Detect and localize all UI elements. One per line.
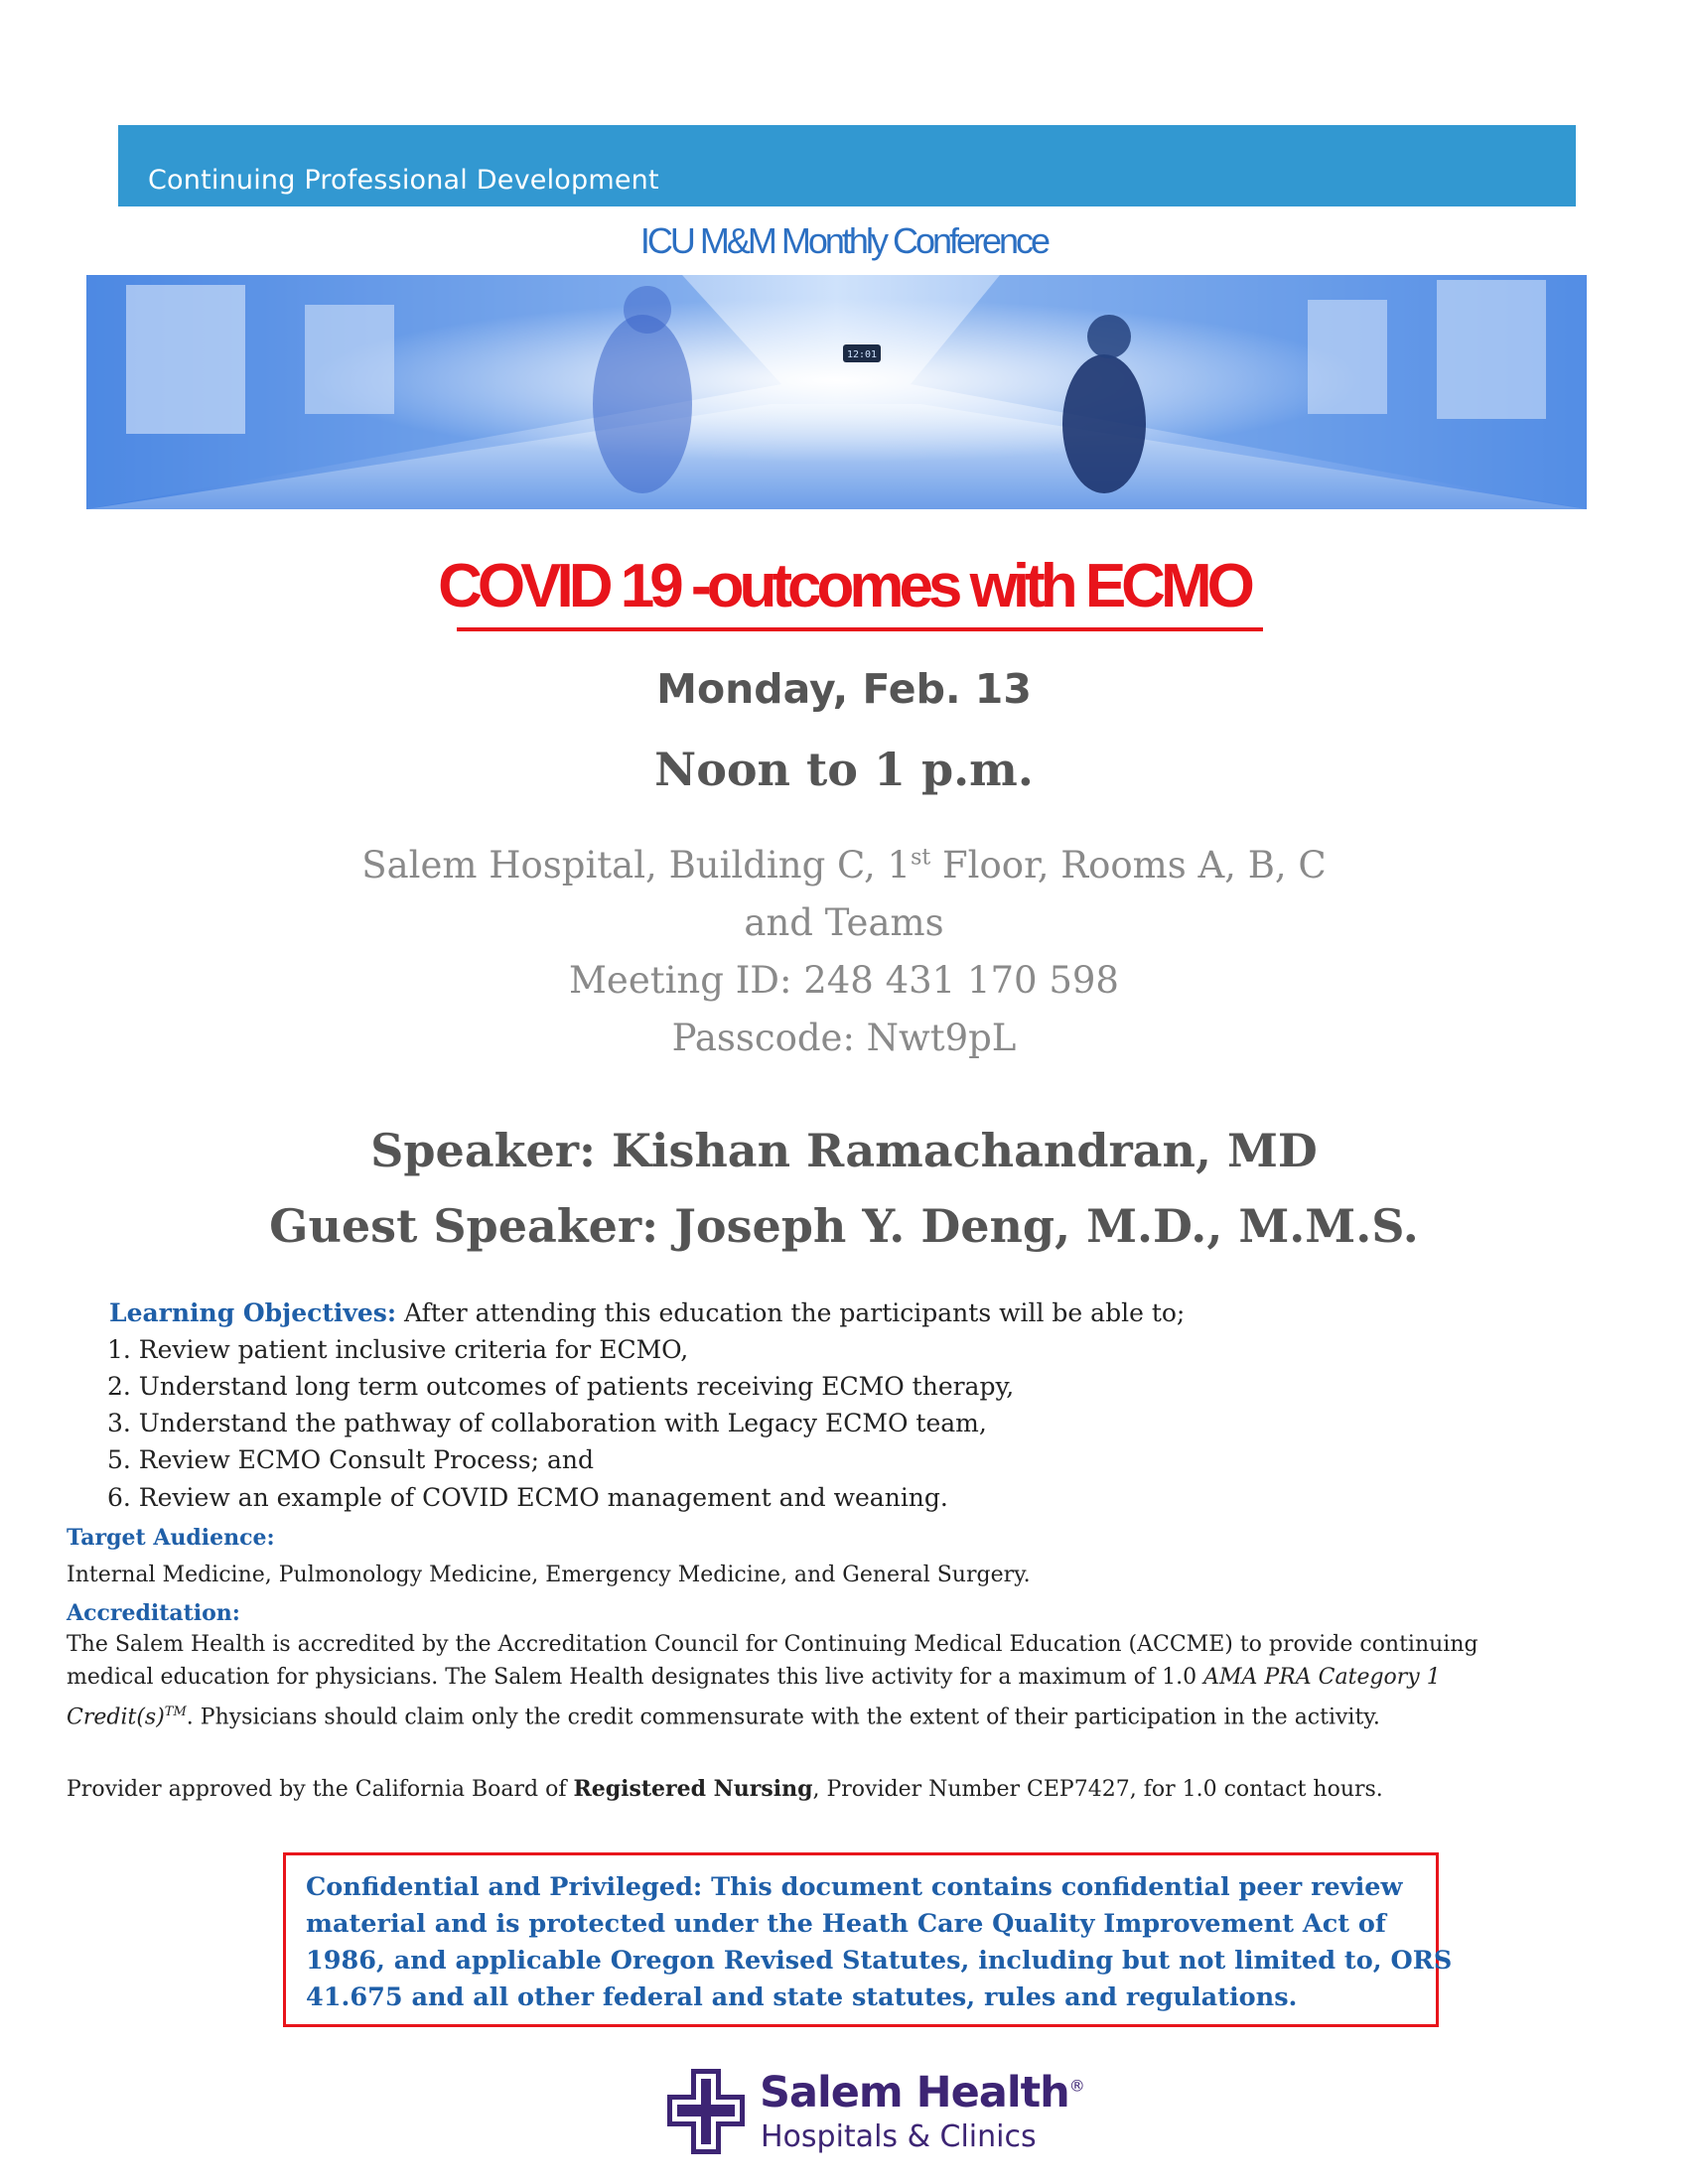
trademark-superscript: TM <box>164 1705 187 1719</box>
objectives-intro-text: After attending this education the participants will be able to; <box>396 1298 1186 1327</box>
passcode: Passcode: Nwt9pL <box>671 1017 1017 1059</box>
ama-credit-italic: AMA PRA Category 1 <box>1203 1665 1441 1690</box>
salem-health-cross-icon <box>665 2067 747 2156</box>
hero-image <box>86 275 1587 509</box>
logo-subtitle: Hospitals & Clinics <box>761 2119 1037 2154</box>
confidential-line: 41.675 and all other federal and state statutes, rules and regulations. <box>306 1982 1298 2012</box>
title-underline <box>457 627 1263 631</box>
speaker: Speaker: Kishan Ramachandran, MD <box>370 1124 1318 1177</box>
audience-label: Target Audience: <box>67 1525 275 1551</box>
registered-mark: ® <box>1068 2076 1084 2096</box>
nursing-text-b: , Provider Number CEP7427, for 1.0 contact hours. <box>812 1777 1383 1802</box>
accreditation-line-3-text: . Physicians should claim only the credit commensurate with the extent of their participation in the activity. <box>186 1705 1380 1730</box>
accreditation-label: Accreditation: <box>67 1600 240 1626</box>
location-line-1 <box>0 844 1688 887</box>
conference-title: ICU M&M Monthly Conference <box>639 220 1049 261</box>
accreditation-line-2 <box>67 1665 1441 1690</box>
logo-name <box>760 2068 1084 2117</box>
hospital-corridor-illustration <box>86 275 1587 509</box>
objective-item: 6. Review an example of COVID ECMO management and weaning. <box>107 1483 948 1512</box>
logo-name-text: Salem Health <box>760 2068 1069 2117</box>
header-banner <box>118 125 1576 206</box>
event-title: COVID 19 -outcomes with ECMO <box>438 552 1250 620</box>
location-line-2: and Teams <box>744 901 944 944</box>
confidential-line: material and is protected under the Heath Care Quality Improvement Act of <box>306 1909 1386 1939</box>
objective-item: 5. Review ECMO Consult Process; and <box>107 1445 594 1474</box>
meeting-id: Meeting ID: 248 431 170 598 <box>569 959 1119 1002</box>
confidential-notice-box <box>283 1852 1453 2027</box>
objectives-intro <box>109 1298 1185 1327</box>
nursing-text-a: Provider approved by the California Board of <box>67 1777 574 1802</box>
objectives-label: Learning Objectives: <box>109 1298 397 1327</box>
event-time: Noon to 1 p.m. <box>654 743 1034 796</box>
confidential-line: 1986, and applicable Oregon Revised Statutes, including but not limited to, ORS <box>306 1946 1453 1976</box>
banner-text: Continuing Professional Development <box>148 165 659 196</box>
location-text-b: Floor, Rooms A, B, C <box>930 844 1327 887</box>
location-superscript: st <box>911 845 931 871</box>
confidential-line: Confidential and Privileged: This document contains confidential peer review <box>306 1872 1403 1902</box>
credits-italic: Credit(s) <box>67 1705 165 1730</box>
objective-item: 3. Understand the pathway of collaboration with Legacy ECMO team, <box>107 1409 987 1437</box>
wall-clock-text: 12:01 <box>846 349 878 360</box>
guest-speaker: Guest Speaker: Joseph Y. Deng, M.D., M.M.S. <box>269 1199 1419 1253</box>
accreditation-line-3 <box>67 1705 1380 1729</box>
audience-text: Internal Medicine, Pulmonology Medicine, Emergency Medicine, and General Surgery. <box>67 1563 1031 1587</box>
objective-item: 1. Review patient inclusive criteria for ECMO, <box>107 1335 689 1364</box>
location-text-a: Salem Hospital, Building C, 1 <box>361 844 912 887</box>
accreditation-line-1: The Salem Health is accredited by the Accreditation Council for Continuing Medical Education (ACCME) to provide continuing <box>67 1632 1478 1657</box>
objective-item: 2. Understand long term outcomes of patients receiving ECMO therapy, <box>107 1372 1015 1401</box>
event-date: Monday, Feb. 13 <box>656 665 1032 713</box>
accreditation-line-2-text: medical education for physicians. The Salem Health designates this live activity for a maximum of 1.0 <box>67 1665 1204 1690</box>
nursing-provider <box>67 1776 1383 1802</box>
registered-nursing-bold: Registered Nursing <box>573 1776 813 1802</box>
